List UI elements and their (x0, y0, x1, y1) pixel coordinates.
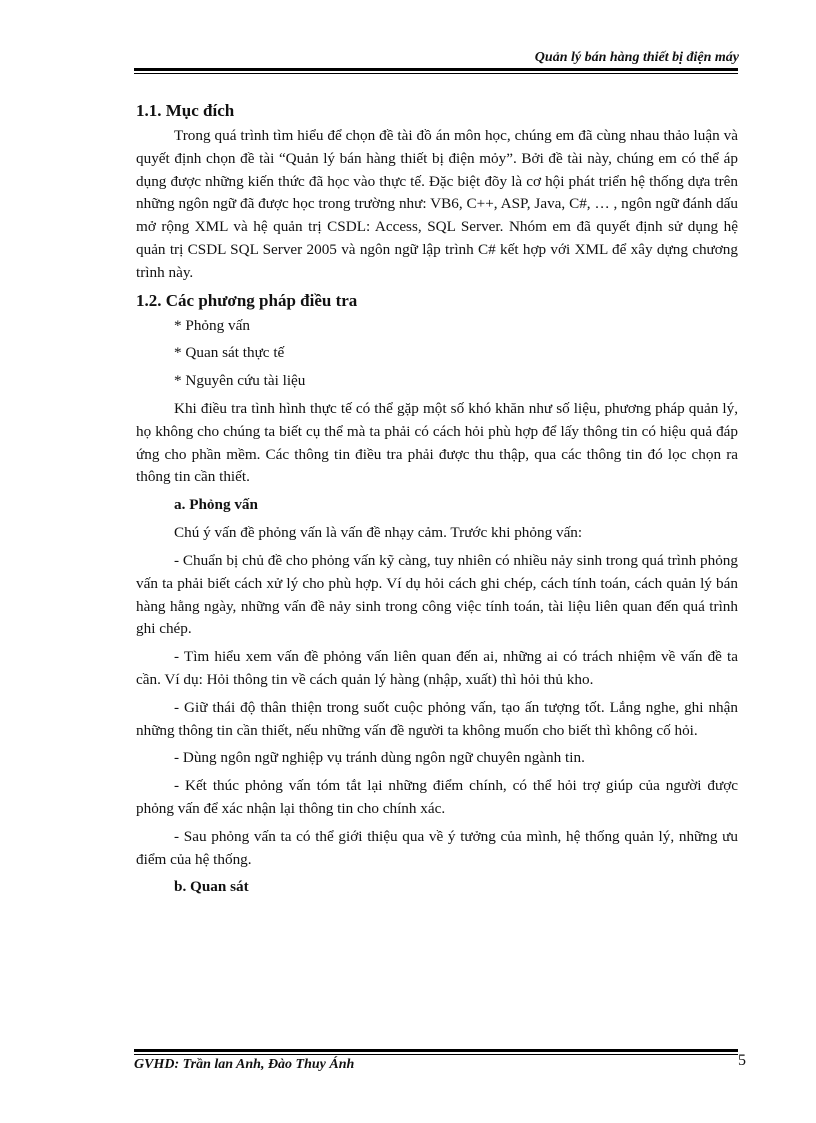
paragraph-interview-summary: - Kết thúc phỏng vấn tóm tắt lại những điểm chính, có thể hỏi trợ giúp của người được phỏng vấn để xác nhận lại thông tin cho chính xác. (136, 777, 738, 817)
section-heading-methods: 1.2. Các phương pháp điều tra (136, 290, 358, 310)
footer-rule-thick (134, 1049, 738, 1052)
list-item-observation: * Quan sát thực tế (174, 344, 285, 362)
footer-author: GVHD: Trần lan Anh, Đào Thuy Ánh (134, 1057, 355, 1072)
page-number: 5 (738, 1052, 746, 1069)
header-rule-thick (134, 68, 738, 71)
subheading-observation: b. Quan sát (174, 878, 249, 896)
footer-rule-thin (134, 1054, 738, 1055)
running-header-title: Quản lý bán hàng thiết bị điện máy (534, 50, 739, 65)
paragraph-interview-attitude: - Giữ thái độ thân thiện trong suốt cuộc phỏng vấn, tạo ấn tượng tốt. Lắng nghe, ghi nhận những thông tin cần thiết, nếu những vấn đề người ta không muốn cho biết thì không cố hỏi. (136, 698, 738, 739)
document-body (136, 100, 738, 904)
paragraph-interview-prepare: - Chuẩn bị chủ đề cho phỏng vấn kỹ càng, tuy nhiên có nhiều nảy sinh trong quá trình phỏng vấn ta phải biết cách xử lý cho phù hợp. Ví dụ hỏi cách ghi chép, cách tính toán, cách quản lý bán hàng hằng ngày, những vấn đề nảy sinh trong công việc tính toán, tài liệu liên quan đến quá trình ghi chép. (136, 551, 738, 638)
subheading-interview: a. Phỏng vấn (174, 496, 258, 514)
section-heading-purpose: 1.1. Mục đích (136, 101, 235, 120)
list-item-research: * Nguyên cứu tài liệu (174, 372, 306, 390)
paragraph-methods-intro: Khi điều tra tình hình thực tế có thể gặp một số khó khăn như số liệu, phương pháp quản lý, họ không cho chúng ta biết cụ thể mà ta phải có cách hỏi phù hợp để lấy thông tin có hiệu quả đáp ứng cho phần mềm. Các thông tin điều tra phải được thu thập, qua các thông tin đó lọc chọn ra thông tin cần thiết. (136, 399, 738, 486)
paragraph-purpose: Trong quá trình tìm hiểu để chọn đề tài đồ án môn học, chúng em đã cùng nhau thảo luận và quyết định chọn đề tài “Quản lý bán hàng thiết bị điện mỏy”. Bởi đề tài này, chúng em có thể áp dụng được những kiến thức đã học vào thực tế. Đặc biệt đõy là cơ hội phát triển hệ thống dựa trên những ngôn ngữ đã được học trong trường như: VB6, C++, ASP, Java, C#, … , ngôn ngữ đánh dấu mở rộng XML và hệ quản trị CSDL: Access, SQL Server. Nhóm em đã quyết định sử dụng hệ quản trị CSDL SQL Server 2005 và ngôn ngữ lập trình C# kết hợp với XML để xây dựng chương trình này. (136, 127, 738, 281)
list-item-interview: * Phỏng vấn (174, 316, 250, 334)
paragraph-interview-note: Chú ý vấn đề phỏng vấn là vấn đề nhạy cảm. Trước khi phỏng vấn: (174, 524, 583, 542)
header-rule-thin (134, 73, 738, 74)
paragraph-interview-language: - Dùng ngôn ngữ nghiệp vụ tránh dùng ngôn ngữ chuyên ngành tin. (174, 749, 585, 767)
paragraph-interview-after: - Sau phỏng vấn ta có thể giới thiệu qua về ý tưởng của mình, hệ thống quản lý, những ưu điểm của hệ thống. (136, 827, 738, 868)
paragraph-interview-who: - Tìm hiểu xem vấn đề phỏng vấn liên quan đến ai, những ai có trách nhiệm về vấn đề ta cần. Ví dụ: Hỏi thông tin về cách quản lý hàng (nhập, xuất) thì hỏi thủ kho. (136, 648, 738, 688)
